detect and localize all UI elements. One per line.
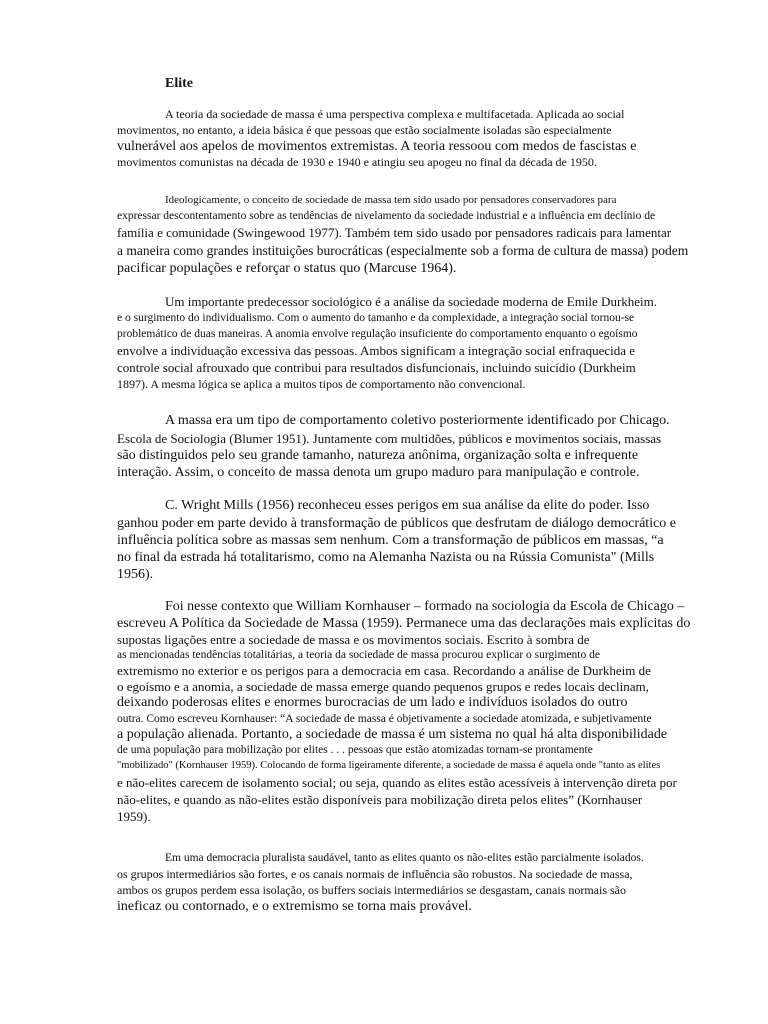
- text-line: Em uma democracia pluralista saudável, tanto as elites quanto os não-elites estão parcialmente isolados.: [165, 852, 644, 864]
- text-line: Escola de Sociologia (Blumer 1951). Juntamente com multidões, públicos e movimentos sociais, massas: [117, 431, 662, 446]
- text-line: no final da estrada há totalitarismo, como na Alemanha Nazista ou na Rússia Comunista" (Mills: [117, 550, 655, 565]
- text-line: A massa era um tipo de comportamento coletivo posteriormente identificado por Chicago.: [165, 413, 670, 428]
- text-line: e o surgimento do individualismo. Com o aumento do tamanho e da complexidade, a integração social tornou-se: [117, 312, 635, 324]
- text-line: supostas ligações entre a sociedade de massa e os movimentos sociais. Escrito à sombra de: [117, 632, 590, 647]
- text-line: deixando poderosas elites e enormes burocracias de um lado e indivíduos isolados do outro: [117, 695, 628, 710]
- text-line: de uma população para mobilização por elites . . . pessoas que estão atomizadas tornam-se prontamente: [117, 744, 593, 756]
- text-line: Um importante predecessor sociológico é a análise da sociedade moderna de Emile Durkheim.: [165, 294, 658, 309]
- text-line: ineficaz ou contornado, e o extremismo se torna mais provável.: [117, 899, 472, 914]
- text-line: problemático de duas maneiras. A anomia envolve regulação insuficiente do comportamento enquanto o egoísmo: [117, 328, 638, 340]
- text-line: controle social afrouxado que contribui para resultados disfuncionais, incluindo suicídio (Durkheim: [117, 360, 636, 375]
- text-line: expressar descontentamento sobre as tendências de nivelamento da sociedade industrial e a influência em declínio de: [117, 210, 656, 222]
- paragraph-1: [117, 106, 752, 169]
- text-line: Foi nesse contexto que William Kornhauser – formado na sociologia da Escola de Chicago –: [165, 599, 685, 614]
- paragraph-6: [117, 598, 752, 825]
- section-heading: Elite: [165, 76, 193, 91]
- text-line: outra. Como escreveu Kornhauser: “A sociedade de massa é objetivamente a sociedade atomizada, e subjetivamente: [117, 713, 652, 725]
- text-line: movimentos, no entanto, a ideia básica é que pessoas que estão socialmente isoladas são especialmente: [117, 123, 612, 137]
- text-line: interação. Assim, o conceito de massa denota um grupo maduro para manipulação e controle.: [117, 465, 640, 480]
- text-line: envolve a individuação excessiva das pessoas. Ambos significam a integração social enfraquecida e: [117, 343, 636, 358]
- text-line: extremismo no exterior e os perigos para a democracia em casa. Recordando a análise de Durkheim de: [117, 663, 651, 678]
- text-line: a maneira como grandes instituições burocráticas (especialmente sob a forma de cultura de massa) podem: [117, 243, 689, 258]
- paragraph-4: [117, 412, 752, 482]
- text-line: são distinguidos pelo seu grande tamanho, natureza anônima, organização solta e infrequente: [117, 448, 639, 463]
- paragraph-5: [117, 497, 752, 584]
- text-line: a população alienada. Portanto, a sociedade de massa é um sistema no qual há alta disponibilidade: [117, 727, 668, 742]
- text-line: as mencionadas tendências totalitárias, a teoria da sociedade de massa procurou explicar o surgimento de: [117, 649, 600, 661]
- text-line: pacificar populações e reforçar o status quo (Marcuse 1964).: [117, 261, 457, 276]
- text-line: não-elites, e quando as não-elites estão disponíveis para mobilização direta pelos elites” (Kornhauser: [117, 792, 643, 807]
- text-line: 1956).: [117, 567, 154, 582]
- text-line: C. Wright Mills (1956) reconheceu esses perigos em sua análise da elite do poder. Isso: [165, 498, 650, 513]
- text-line: família e comunidade (Swingewood 1977). Também tem sido usado por pensadores radicais para lamentar: [117, 225, 672, 240]
- paragraph-3: [117, 294, 752, 392]
- text-line: o egoísmo e a anomia, a sociedade de massa emerge quando pequenos grupos e redes locais declinam,: [117, 679, 649, 694]
- paragraph-2: [117, 192, 752, 278]
- text-line: e não-elites carecem de isolamento social; ou seja, quando as elites estão acessíveis à intervenção direta por: [117, 775, 677, 790]
- text-line: movimentos comunistas na década de 1930 e 1940 e atingiu seu apogeu no final da década de 1950.: [117, 155, 597, 169]
- paragraph-7: [117, 850, 752, 916]
- text-line: vulnerável aos apelos de movimentos extremistas. A teoria ressoou com medos de fascistas e: [117, 139, 637, 154]
- text-line: influência política sobre as massas sem nenhum. Com a transformação de públicos em massas, “a: [117, 533, 664, 548]
- text-line: ganhou poder em parte devido à transformação de públicos que desfrutam de diálogo democrático e: [117, 516, 677, 531]
- text-line: ambos os grupos perdem essa isolação, os buffers sociais intermediários se desgastam, canais normais são: [117, 883, 626, 897]
- text-line: A teoria da sociedade de massa é uma perspectiva complexa e multifacetada. Aplicada ao social: [165, 107, 625, 121]
- text-line: Ideologicamente, o conceito de sociedade de massa tem sido usado por pensadores conservadores para: [165, 194, 617, 206]
- text-line: os grupos intermediários são fortes, e os canais normais de influência são robustos. Na sociedade de massa,: [117, 867, 633, 881]
- text-line: 1897). A mesma lógica se aplica a muitos tipos de comportamento não convencional.: [117, 377, 526, 391]
- text-line: 1959).: [117, 809, 151, 824]
- text-line: "mobilizado" (Kornhauser 1959). Colocando de forma ligeiramente diferente, a sociedade de massa é aquela onde "tanto as elites: [117, 760, 661, 771]
- text-line: escreveu A Política da Sociedade de Massa (1959). Permanece uma das declarações mais explícitas do: [117, 616, 691, 631]
